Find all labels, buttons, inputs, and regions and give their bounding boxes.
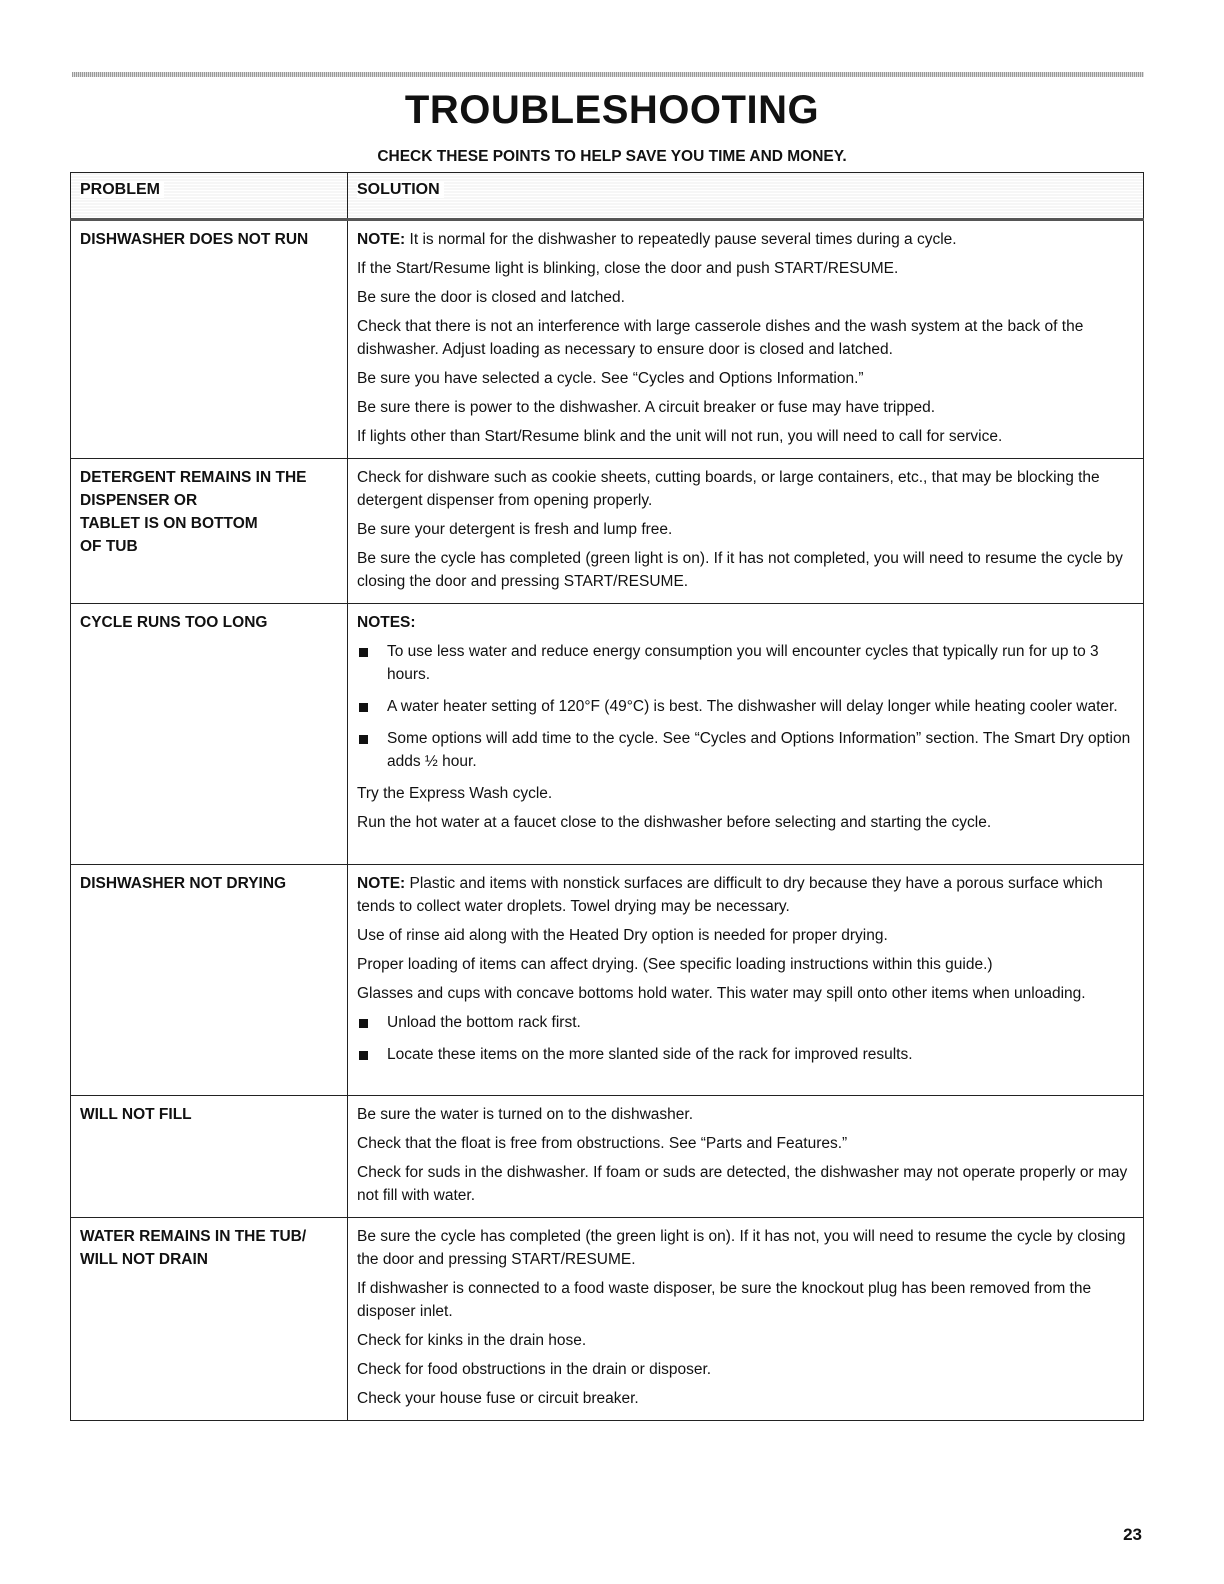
solution-paragraph (357, 1358, 1134, 1381)
solution-paragraph (357, 286, 1134, 309)
solution-paragraph (357, 1161, 1134, 1207)
solution-text: Be sure the water is turned on to the dishwasher. (357, 1106, 694, 1123)
solution-bullet (357, 1043, 1134, 1066)
solution-text: Run the hot water at a faucet close to the dishwasher before selecting and starting the cycle. (357, 814, 992, 831)
page-subtitle: CHECK THESE POINTS TO HELP SAVE YOU TIME AND MONEY. (377, 148, 847, 165)
solution-text: Proper loading of items can affect drying. (See specific loading instructions within this guide.) (357, 956, 993, 973)
solution-cell (348, 459, 1144, 604)
table-row (71, 604, 1144, 865)
solution-text: Be sure the cycle has completed (green light is on). If it has not completed, you will need to resume the cycle by closing the door and pressing START/RESUME. (357, 550, 1123, 590)
solution-bullet (357, 1011, 1134, 1034)
solution-paragraph (357, 315, 1134, 361)
solution-paragraph (357, 425, 1134, 448)
solution-text: If lights other than Start/Resume blink and the unit will not run, you will need to call for service. (357, 428, 1003, 445)
solution-cell (348, 1096, 1144, 1218)
solution-text: Check that the float is free from obstructions. See “Parts and Features.” (357, 1135, 848, 1152)
problem-cell: WILL NOT FILL (71, 1096, 348, 1218)
column-header-solution (348, 173, 1144, 220)
solution-text: Be sure you have selected a cycle. See “Cycles and Options Information.” (357, 370, 864, 387)
solution-cell (348, 220, 1144, 459)
solution-paragraph (357, 1329, 1134, 1352)
solution-paragraph (357, 518, 1134, 541)
page-title: TROUBLESHOOTING (404, 88, 820, 132)
solution-paragraph (357, 1277, 1134, 1323)
solution-text: Check for kinks in the drain hose. (357, 1332, 587, 1349)
solution-paragraph (357, 1132, 1134, 1155)
bullet-square-icon (359, 648, 368, 657)
note-label: NOTE: (357, 231, 406, 248)
solution-text: If the Start/Resume light is blinking, close the door and push START/RESUME. (357, 260, 899, 277)
solution-paragraph (357, 257, 1134, 280)
solution-header-label: SOLUTION (357, 181, 444, 198)
solution-text: Check for food obstructions in the drain or disposer. (357, 1361, 712, 1378)
problem-cell: CYCLE RUNS TOO LONG (71, 604, 348, 865)
solution-text: Locate these items on the more slanted side of the rack for improved results. (387, 1046, 913, 1063)
solution-paragraph (357, 782, 1134, 805)
solution-bullet (357, 640, 1134, 686)
table-row (71, 1218, 1144, 1421)
solution-text: Some options will add time to the cycle. See “Cycles and Options Information” section. The Smart Dry option adds ½ hour. (387, 730, 1131, 770)
solution-paragraph (357, 547, 1134, 593)
table-row (71, 865, 1144, 1096)
bullet-square-icon (359, 703, 368, 712)
problem-header-label: PROBLEM (80, 181, 164, 198)
bullet-square-icon (359, 1051, 368, 1060)
note-label: NOTES: (357, 614, 416, 631)
solution-text: Be sure your detergent is fresh and lump free. (357, 521, 673, 538)
bullet-square-icon (359, 1019, 368, 1028)
solution-text: Be sure the door is closed and latched. (357, 289, 625, 306)
solution-paragraph (357, 1225, 1134, 1271)
table-header-row (71, 173, 1144, 220)
table-row (71, 1096, 1144, 1218)
problem-cell: DISHWASHER NOT DRYING (71, 865, 348, 1096)
solution-text: Check for dishware such as cookie sheets, cutting boards, or large containers, etc., that may be blocking the detergent dispenser from opening properly. (357, 469, 1100, 509)
solution-text: It is normal for the dishwasher to repeatedly pause several times during a cycle. (405, 231, 957, 248)
solution-paragraph (357, 924, 1134, 947)
problem-cell: WATER REMAINS IN THE TUB/ WILL NOT DRAIN (71, 1218, 348, 1421)
table-row (71, 459, 1144, 604)
solution-paragraph (357, 982, 1134, 1005)
solution-paragraph (357, 367, 1134, 390)
solution-bullet (357, 727, 1134, 773)
solution-text: Plastic and items with nonstick surfaces are difficult to dry because they have a porous surface which tends to collect water droplets. Towel drying may be necessary. (357, 875, 1103, 915)
solution-text: Be sure there is power to the dishwasher. A circuit breaker or fuse may have tripped. (357, 399, 936, 416)
solution-text: Check that there is not an interference with large casserole dishes and the wash system at the back of the dishwasher. Adjust loading as necessary to ensure door is closed and latched. (357, 318, 1084, 358)
solution-paragraph (357, 611, 1134, 634)
solution-cell (348, 865, 1144, 1096)
solution-paragraph (357, 396, 1134, 419)
solution-text: To use less water and reduce energy consumption you will encounter cycles that typically run for up to 3 hours. (387, 643, 1099, 683)
solution-paragraph (357, 872, 1134, 918)
column-header-problem (71, 173, 348, 220)
problem-cell: DISHWASHER DOES NOT RUN (71, 220, 348, 459)
solution-text: Unload the bottom rack first. (387, 1014, 581, 1031)
note-label: NOTE: (357, 875, 406, 892)
page-number: 23 (1123, 1525, 1142, 1544)
solution-paragraph (357, 1387, 1134, 1410)
header-rule (72, 72, 1144, 77)
solution-text: If dishwasher is connected to a food waste disposer, be sure the knockout plug has been removed from the disposer inlet. (357, 1280, 1092, 1320)
solution-paragraph (357, 811, 1134, 834)
table-row (71, 220, 1144, 459)
solution-paragraph (357, 1103, 1134, 1126)
solution-text: Glasses and cups with concave bottoms hold water. This water may spill onto other items when unloading. (357, 985, 1086, 1002)
problem-cell: DETERGENT REMAINS IN THE DISPENSER OR TABLET IS ON BOTTOM OF TUB (71, 459, 348, 604)
solution-text: Use of rinse aid along with the Heated Dry option is needed for proper drying. (357, 927, 888, 944)
solution-paragraph (357, 953, 1134, 976)
solution-text: Be sure the cycle has completed (the green light is on). If it has not, you will need to resume the cycle by closing the door and pressing START/RESUME. (357, 1228, 1126, 1268)
solution-paragraph (357, 466, 1134, 512)
solution-cell (348, 1218, 1144, 1421)
solution-cell (348, 604, 1144, 865)
solution-text: Check your house fuse or circuit breaker. (357, 1390, 639, 1407)
solution-text: Try the Express Wash cycle. (357, 785, 553, 802)
solution-paragraph (357, 228, 1134, 251)
troubleshooting-table (70, 172, 1144, 1421)
solution-bullet (357, 695, 1134, 718)
solution-text: Check for suds in the dishwasher. If foam or suds are detected, the dishwasher may not operate properly or may not fill with water. (357, 1164, 1128, 1204)
bullet-square-icon (359, 735, 368, 744)
solution-text: A water heater setting of 120°F (49°C) is best. The dishwasher will delay longer while heating cooler water. (387, 698, 1118, 715)
